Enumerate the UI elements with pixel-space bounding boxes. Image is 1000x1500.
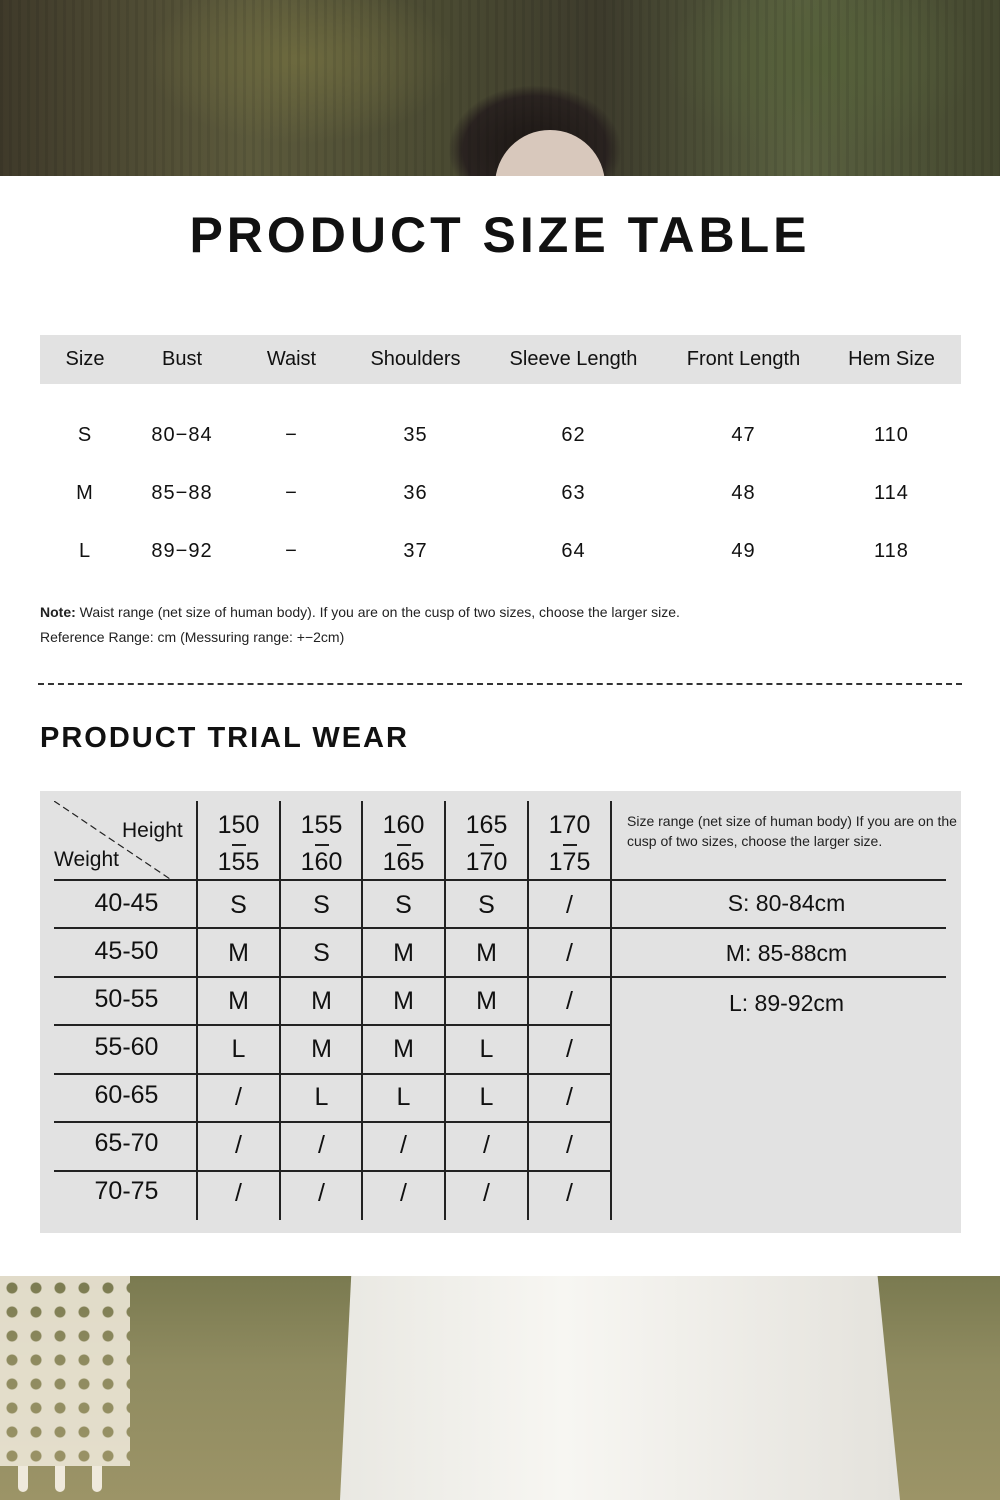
table-row (40, 406, 961, 464)
weight-range: 50-55 (94, 985, 159, 1013)
header-shoulders: Shoulders (370, 348, 461, 370)
size-cell: L (479, 1035, 494, 1063)
height-label: Height (122, 819, 183, 842)
cell-shoulders: 35 (403, 423, 428, 446)
table-row (40, 522, 961, 580)
size-cell: / (566, 1179, 573, 1207)
size-cell: S (313, 939, 330, 967)
size-cell: S (230, 891, 247, 919)
size-cell: S (395, 891, 412, 919)
cell-size: L (78, 539, 92, 562)
range-dash (315, 844, 329, 846)
height-from: 155 (300, 811, 343, 839)
height-from: 160 (382, 811, 425, 839)
cell-hem-size: 118 (874, 539, 909, 562)
size-cell: / (566, 939, 573, 967)
range-dash (563, 844, 577, 846)
size-cell: / (566, 987, 573, 1015)
header-waist: Waist (266, 348, 317, 370)
header-hem-size: Hem Size (848, 348, 935, 370)
size-cell: / (483, 1131, 490, 1159)
cell-sleeve-length: 63 (561, 481, 586, 504)
lace-shawl (0, 1276, 130, 1466)
cell-sleeve-length: 62 (561, 423, 586, 446)
size-cell: / (400, 1131, 407, 1159)
white-dress (340, 1276, 900, 1500)
size-cell: M (476, 939, 497, 967)
cell-front-length: 49 (731, 539, 756, 562)
size-card (0, 176, 1000, 1276)
height-from: 165 (465, 811, 508, 839)
cell-sleeve-length: 64 (561, 539, 586, 562)
grid-line (54, 1121, 611, 1123)
cell-bust: 80−84 (151, 423, 213, 446)
size-cell: M (311, 987, 332, 1015)
size-cell: S (313, 891, 330, 919)
weight-range: 65-70 (94, 1129, 159, 1157)
note-label: Note: (40, 604, 76, 620)
foliage-texture (0, 0, 1000, 176)
cell-hem-size: 110 (874, 423, 909, 446)
size-cell: M (476, 987, 497, 1015)
weight-range: 70-75 (94, 1177, 159, 1205)
cell-waist: − (285, 423, 298, 446)
height-to: 160 (300, 848, 343, 876)
size-cell: / (318, 1131, 325, 1159)
grid-line (54, 927, 946, 929)
weight-range: 40-45 (94, 889, 159, 917)
cell-bust: 85−88 (151, 481, 213, 504)
size-cell: / (318, 1179, 325, 1207)
size-cell: M (393, 939, 414, 967)
header-sleeve-length: Sleeve Length (509, 348, 638, 370)
cell-front-length: 47 (731, 423, 756, 446)
grid-line (54, 1170, 611, 1172)
corner-cell (40, 791, 197, 880)
size-cell: M (311, 1035, 332, 1063)
size-range-s: S: 80-84cm (727, 890, 846, 916)
cell-front-length: 48 (731, 481, 756, 504)
grid-line (54, 976, 946, 978)
weight-range: 45-50 (94, 937, 159, 965)
grid-line (54, 879, 946, 881)
cell-size: S (77, 423, 93, 446)
size-cell: / (566, 1083, 573, 1111)
height-to: 155 (217, 848, 260, 876)
size-cell: M (393, 1035, 414, 1063)
header-front-length: Front Length (686, 348, 801, 370)
size-cell: / (566, 1035, 573, 1063)
size-note (40, 600, 680, 650)
trial-wear-table (40, 791, 961, 1233)
size-cell: M (228, 987, 249, 1015)
size-cell: S (478, 891, 495, 919)
size-cell: L (396, 1083, 411, 1111)
background-photo-bottom (0, 1276, 1000, 1500)
range-dash (232, 844, 246, 846)
size-cell: / (400, 1179, 407, 1207)
range-dash (480, 844, 494, 846)
reference-range: Reference Range: cm (Messuring range: +−2cm) (40, 629, 345, 645)
dashed-divider (38, 683, 962, 685)
size-cell: L (314, 1083, 329, 1111)
weight-label: Weight (54, 848, 119, 871)
cell-waist: − (285, 539, 298, 562)
grid-line (54, 1073, 611, 1075)
size-cell: / (566, 1131, 573, 1159)
size-cell: / (566, 891, 573, 919)
size-table-header (40, 335, 961, 384)
cell-waist: − (285, 481, 298, 504)
size-cell: L (479, 1083, 494, 1111)
height-header (445, 791, 528, 880)
background-photo-top (0, 0, 1000, 176)
height-from: 170 (548, 811, 591, 839)
tassel (18, 1466, 28, 1492)
trial-wear-title: PRODUCT TRIAL WEAR (40, 722, 409, 754)
height-header (280, 791, 363, 880)
table-row (40, 464, 961, 522)
cell-size: M (76, 481, 94, 504)
size-range-m: M: 85-88cm (725, 940, 848, 966)
weight-range: 55-60 (94, 1033, 159, 1061)
size-cell: M (228, 939, 249, 967)
range-dash (397, 844, 411, 846)
size-cell: / (483, 1179, 490, 1207)
height-header (362, 791, 445, 880)
cell-hem-size: 114 (874, 481, 909, 504)
size-cell: / (235, 1179, 242, 1207)
height-to: 170 (465, 848, 508, 876)
header-size: Size (65, 348, 105, 370)
size-table (40, 335, 961, 580)
header-bust: Bust (161, 348, 203, 370)
note-text: Waist range (net size of human body). If you are on the cusp of two sizes, choose the larger size. (75, 604, 680, 620)
cell-shoulders: 37 (403, 539, 428, 562)
weight-range: 60-65 (94, 1081, 159, 1109)
height-header (197, 791, 280, 880)
page-title: PRODUCT SIZE TABLE (189, 207, 811, 263)
size-cell: L (231, 1035, 246, 1063)
size-cell: / (235, 1083, 242, 1111)
height-to: 175 (548, 848, 591, 876)
cell-shoulders: 36 (403, 481, 428, 504)
size-cell: M (393, 987, 414, 1015)
tassel (92, 1466, 102, 1492)
tassel (55, 1466, 65, 1492)
height-header (528, 791, 611, 880)
grid-line (54, 1024, 611, 1026)
height-to: 165 (382, 848, 425, 876)
size-range-l: L: 89-92cm (728, 990, 845, 1016)
cell-bust: 89−92 (151, 539, 213, 562)
height-from: 150 (217, 811, 260, 839)
size-cell: / (235, 1131, 242, 1159)
size-range-note: Size range (net size of human body) If you are on the cusp of two sizes, choose the larger size. (627, 813, 957, 849)
